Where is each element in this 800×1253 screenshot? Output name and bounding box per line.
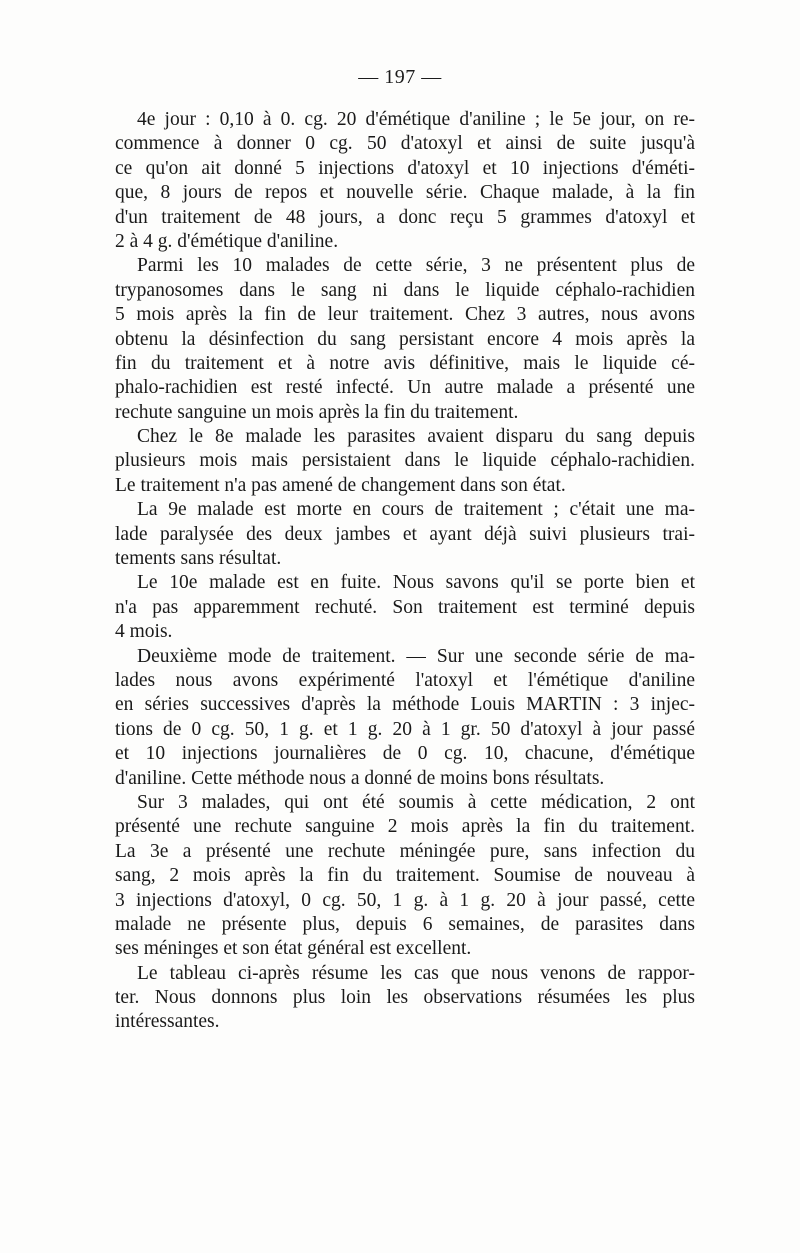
text-line: La 3e a présenté une rechute méningée pure, sans infection du — [115, 840, 695, 862]
text-line: La 9e malade est morte en cours de traitement ; c'était une ma- — [137, 499, 695, 521]
text-line: rechute sanguine un mois après la fin du traitement. — [115, 401, 519, 423]
text-line: ce qu'on ait donné 5 injections d'atoxyl et 10 injections d'éméti- — [115, 157, 695, 179]
body-text — [115, 108, 695, 1035]
text-line: 3 injections d'atoxyl, 0 cg. 50, 1 g. à 1 g. 20 à jour passé, cette — [115, 889, 695, 911]
text-line: ses méninges et son état général est excellent. — [115, 938, 472, 960]
text-line: plusieurs mois mais persistaient dans le liquide céphalo-rachidien. — [115, 450, 695, 472]
text-line: 4e jour : 0,10 à 0. cg. 20 d'émétique d'aniline ; le 5e jour, on re- — [137, 109, 695, 130]
paragraph — [115, 498, 695, 571]
text-line: phalo-rachidien est resté infecté. Un autre malade a présenté une — [115, 377, 695, 399]
text-line: Le 10e malade est en fuite. Nous savons qu'il se porte bien et — [137, 572, 695, 594]
text-line: que, 8 jours de repos et nouvelle série. Chaque malade, à la fin — [115, 182, 695, 204]
text-line: fin du traitement et à notre avis définitive, mais le liquide cé- — [115, 352, 695, 374]
text-line: Deuxième mode de traitement. — Sur une seconde série de ma- — [137, 645, 695, 667]
text-line: commence à donner 0 cg. 50 d'atoxyl et ainsi de suite jusqu'à — [115, 133, 695, 155]
text-line: lades nous avons expérimenté l'atoxyl et l'émétique d'aniline — [115, 669, 695, 691]
text-line: obtenu la désinfection du sang persistant encore 4 mois après la — [115, 328, 695, 350]
text-line: sang, 2 mois après la fin du traitement. Soumise de nouveau à — [115, 865, 695, 887]
text-line: tements sans résultat. — [115, 548, 282, 570]
text-line: d'aniline. Cette méthode nous a donné de moins bons résultats. — [115, 767, 605, 789]
text-line: 4 mois. — [115, 621, 173, 643]
paragraph — [115, 791, 695, 962]
text-line: présenté une rechute sanguine 2 mois après la fin du traitement. — [115, 816, 695, 838]
text-line: Le traitement n'a pas amené de changement dans son état. — [115, 474, 566, 496]
text-line: d'un traitement de 48 jours, a donc reçu 5 grammes d'atoxyl et — [115, 206, 695, 228]
paragraph — [115, 571, 695, 644]
paragraph — [115, 425, 695, 498]
paragraph — [115, 108, 695, 254]
text-line: intéressantes. — [115, 1011, 220, 1033]
text-line: tions de 0 cg. 50, 1 g. et 1 g. 20 à 1 gr. 50 d'atoxyl à jour passé — [115, 718, 695, 740]
text-line: ter. Nous donnons plus loin les observations résumées les plus — [115, 987, 695, 1009]
text-line: trypanosomes dans le sang ni dans le liquide céphalo-rachidien — [115, 279, 695, 301]
text-line: lade paralysée des deux jambes et ayant déjà suivi plusieurs trai- — [115, 523, 695, 545]
paragraph — [115, 962, 695, 1035]
text-line: malade ne présente plus, depuis 6 semaines, de parasites dans — [115, 913, 695, 935]
page-number-header: — 197 — — [358, 66, 442, 88]
paragraph — [115, 645, 695, 791]
text-line: en séries successives d'après la méthode Louis MARTIN : 3 injec- — [115, 694, 695, 716]
text-line: 5 mois après la fin de leur traitement. Chez 3 autres, nous avons — [115, 304, 695, 326]
paragraph — [115, 254, 695, 425]
text-line: n'a pas apparemment rechuté. Son traitement est terminé depuis — [115, 596, 695, 618]
text-line: Chez le 8e malade les parasites avaient disparu du sang depuis — [137, 426, 695, 448]
text-line: Le tableau ci-après résume les cas que nous venons de rappor- — [137, 962, 695, 984]
text-line: Sur 3 malades, qui ont été soumis à cette médication, 2 ont — [137, 791, 695, 813]
text-line: Parmi les 10 malades de cette série, 3 ne présentent plus de — [137, 255, 695, 277]
text-line: et 10 injections journalières de 0 cg. 10, chacune, d'émétique — [115, 743, 695, 765]
text-line: 2 à 4 g. d'émétique d'aniline. — [115, 230, 339, 252]
